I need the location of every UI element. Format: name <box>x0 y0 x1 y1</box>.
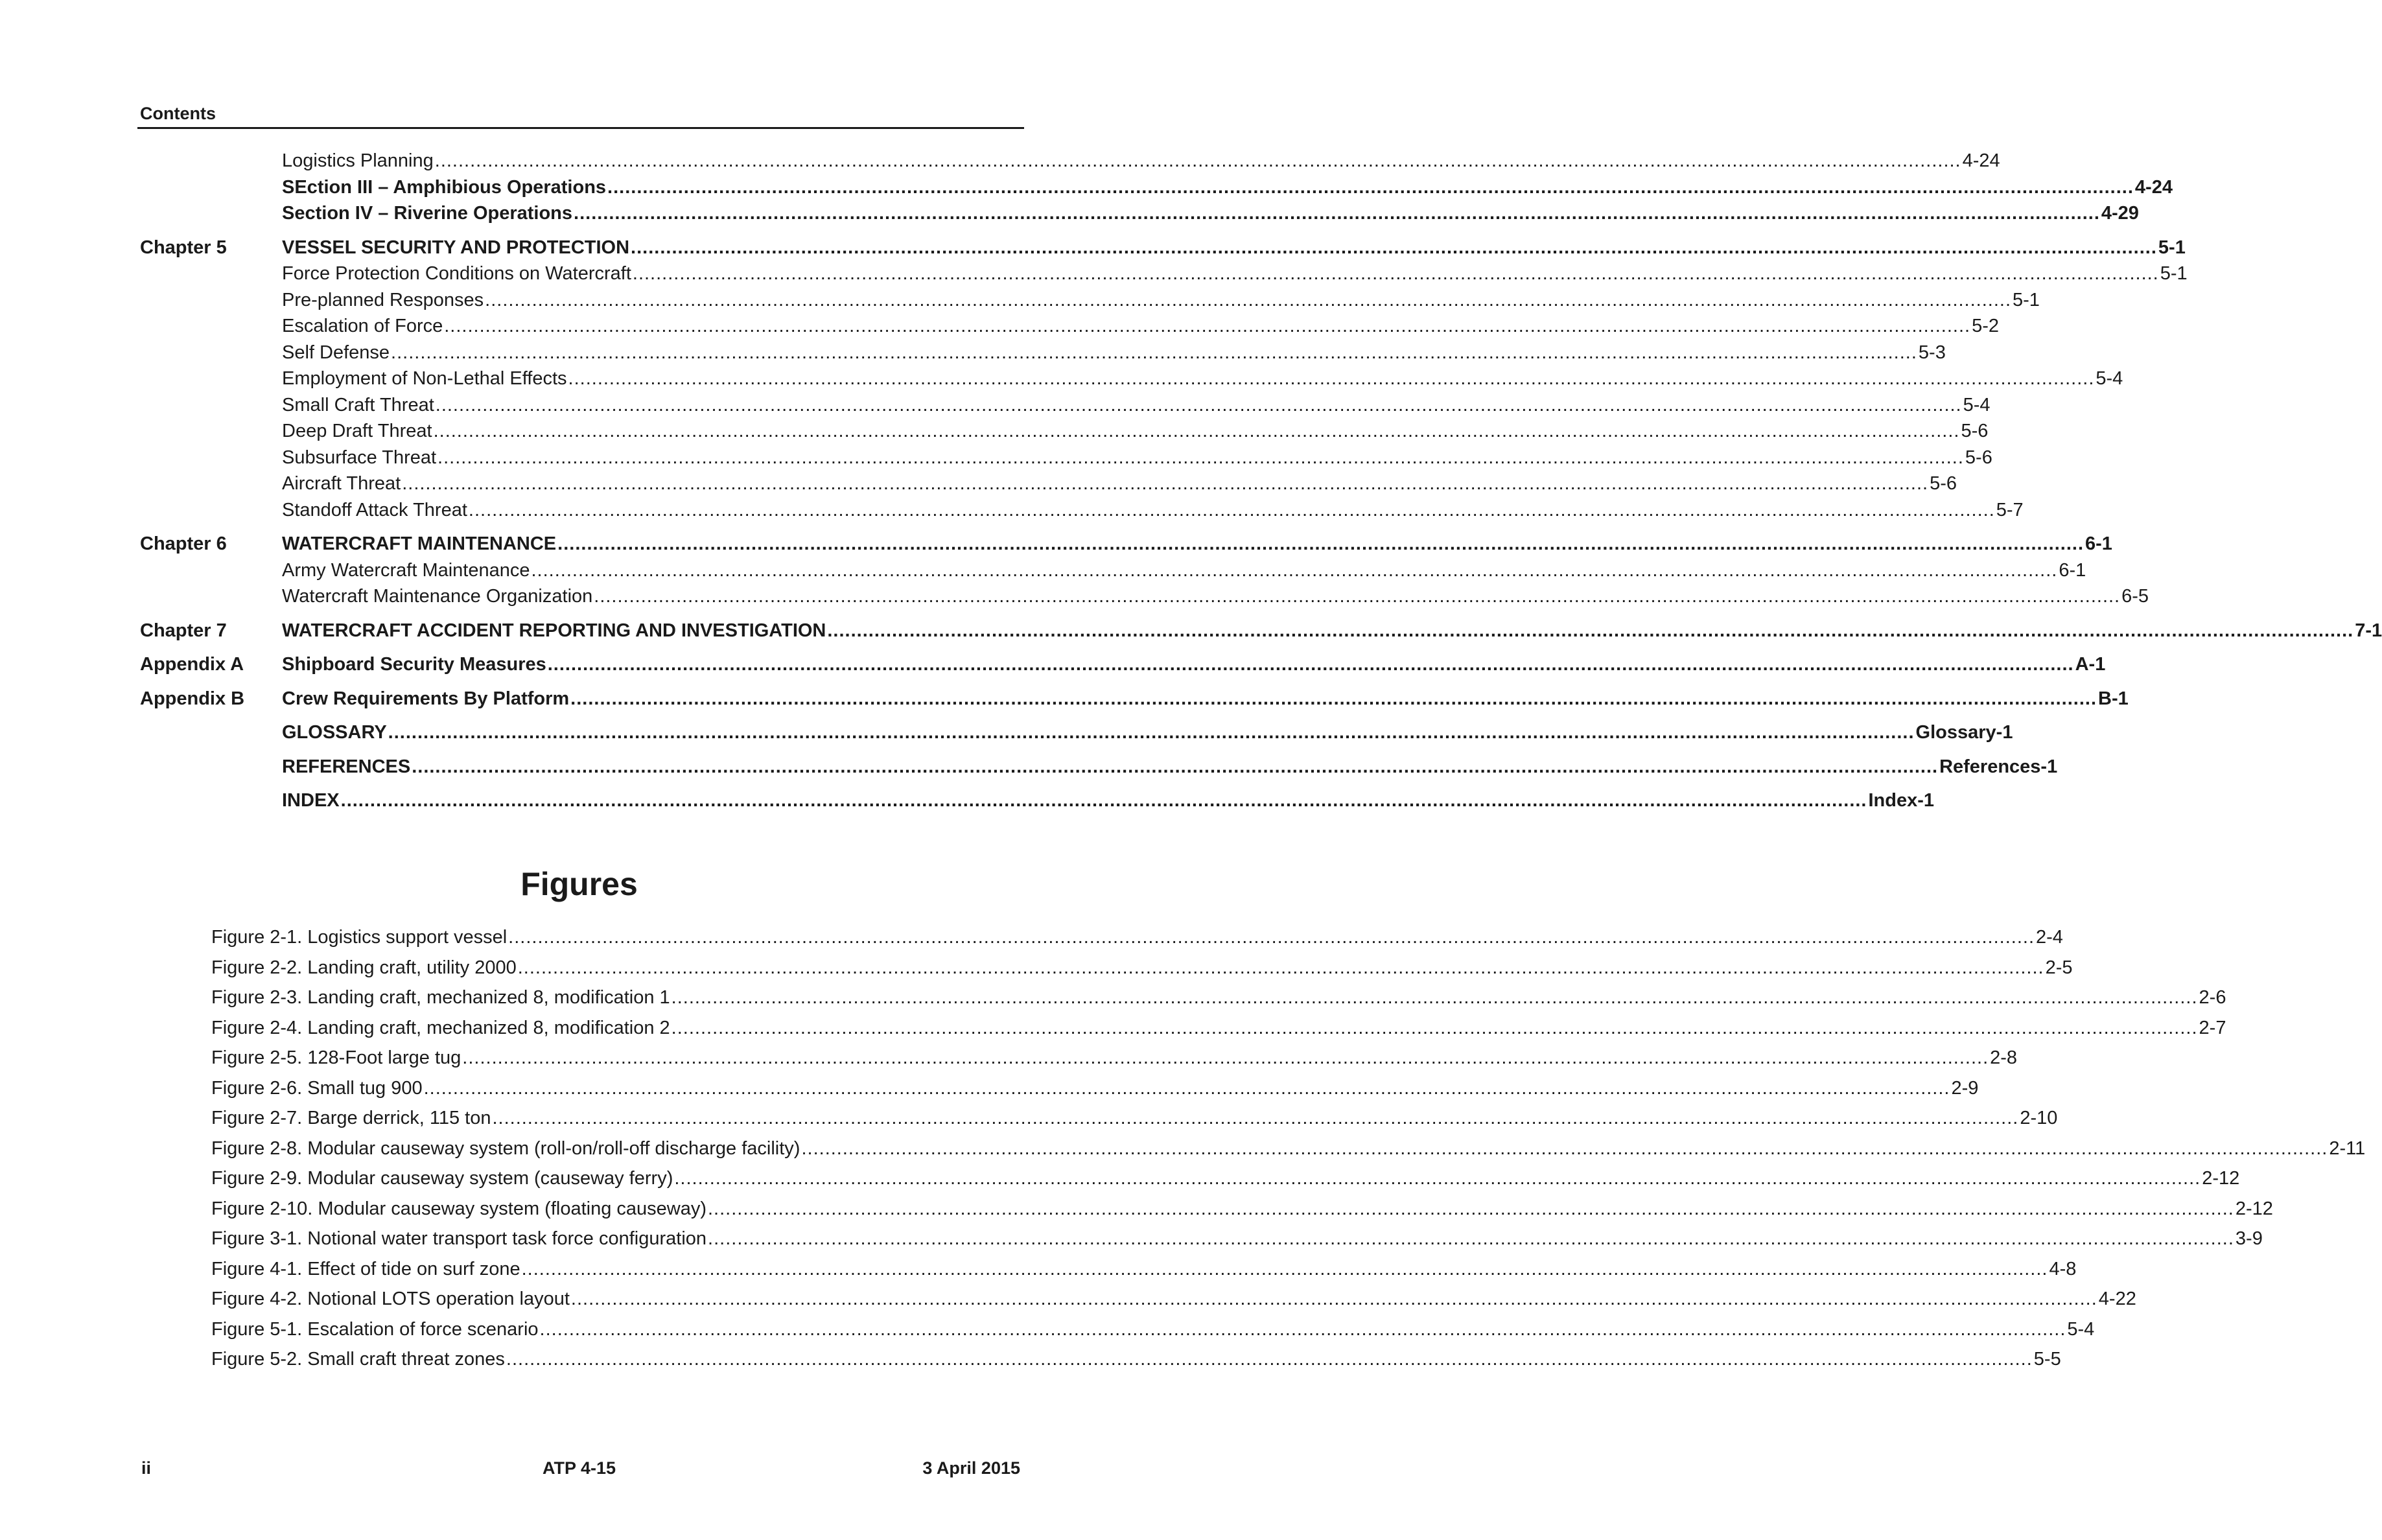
toc-row <box>140 368 2123 395</box>
figure-entry-page: 3-9 <box>2235 1228 2263 1249</box>
toc-entry-page: 5-1 <box>2158 237 2186 258</box>
dot-leader: .................................................................................................................................................................................................................................................................... <box>412 756 1939 777</box>
figure-entry-page: 4-22 <box>2098 1289 2136 1309</box>
dot-leader: .................................................................................................................................................................................................................................................................... <box>539 1318 2066 1340</box>
table-of-contents <box>140 150 2382 817</box>
figure-entry-title: Figure 2-3. Landing craft, mechanized 8, modification 1 <box>211 987 670 1008</box>
toc-row <box>140 688 2129 715</box>
dot-leader: .................................................................................................................................................................................................................................................................... <box>517 957 2044 978</box>
toc-entry-link[interactable] <box>282 654 2106 675</box>
toc-entry-link[interactable] <box>282 289 2040 311</box>
toc-entry-page: 5-7 <box>1996 499 2024 520</box>
toc-entry-title: Small Craft Threat <box>282 394 434 415</box>
figure-entry-title: Figure 2-5. 128-Foot large tug <box>211 1047 461 1068</box>
toc-entry-page: 6-1 <box>2059 559 2086 581</box>
dot-leader: .................................................................................................................................................................................................................................................................... <box>423 1077 1950 1099</box>
dot-leader: .................................................................................................................................................................................................................................................................... <box>631 237 2157 258</box>
figure-entry-link[interactable] <box>211 1017 2226 1048</box>
figure-entry-page: 5-5 <box>2033 1349 2061 1370</box>
figure-entry-page: 2-7 <box>2199 1017 2226 1038</box>
toc-row <box>140 654 2106 681</box>
toc-entry-title: WATERCRAFT MAINTENANCE <box>282 533 557 554</box>
figure-entry-link[interactable] <box>211 1168 2240 1198</box>
toc-entry-page: 6-1 <box>2085 533 2112 554</box>
figure-entry-title: Figure 2-8. Modular causeway system (roll-on/roll-off discharge facility) <box>211 1138 800 1159</box>
figure-entry-link[interactable] <box>211 1258 2077 1289</box>
toc-entry-title: Shipboard Security Measures <box>282 654 546 675</box>
toc-entry-link[interactable] <box>282 394 1991 416</box>
toc-entry-title: INDEX <box>282 790 340 811</box>
toc-entry-link[interactable] <box>282 263 2188 285</box>
figure-entry-title: Figure 5-2. Small craft threat zones <box>211 1349 505 1370</box>
figure-entry-title: Figure 2-2. Landing craft, utility 2000 <box>211 957 517 978</box>
toc-entry-link[interactable] <box>282 316 2000 337</box>
toc-row <box>140 342 1946 369</box>
toc-entry-title: WATERCRAFT ACCIDENT REPORTING AND INVESTIGATION <box>282 620 826 641</box>
figure-entry-link[interactable] <box>211 1138 2366 1169</box>
toc-entry-page: 5-4 <box>1963 394 1991 415</box>
dot-leader: .................................................................................................................................................................................................................................................................... <box>340 790 1867 811</box>
toc-entry-page: 5-6 <box>1965 447 1992 468</box>
figure-entry-link[interactable] <box>211 1047 2018 1078</box>
toc-row <box>140 620 2382 647</box>
toc-entry-title: Standoff Attack Threat <box>282 499 467 520</box>
dot-leader: .................................................................................................................................................................................................................................................................... <box>547 654 2074 675</box>
figure-entry-page: 5-4 <box>2067 1318 2095 1340</box>
figure-entry-title: Figure 4-1. Effect of tide on surf zone <box>211 1258 520 1279</box>
dot-leader: .................................................................................................................................................................................................................................................................... <box>434 150 1961 171</box>
dot-leader: .................................................................................................................................................................................................................................................................... <box>708 1228 2234 1249</box>
toc-entry-page: A-1 <box>2075 654 2106 675</box>
dot-leader: .................................................................................................................................................................................................................................................................... <box>531 559 2058 581</box>
toc-entry-title: Self Defense <box>282 342 390 363</box>
figure-entry-page: 2-8 <box>1990 1047 2018 1068</box>
figure-entry-link[interactable] <box>211 1228 2263 1259</box>
toc-entry-link[interactable] <box>282 688 2129 710</box>
toc-entry-title: Army Watercraft Maintenance <box>282 559 530 581</box>
figure-entry-page: 2-6 <box>2199 987 2226 1008</box>
toc-entry-link[interactable] <box>282 368 2123 390</box>
dot-leader: .................................................................................................................................................................................................................................................................... <box>570 1289 2097 1309</box>
toc-row <box>140 559 2086 587</box>
toc-row <box>140 394 1991 421</box>
toc-entry-title: SEction III – Amphibious Operations <box>282 176 607 198</box>
dot-leader: .................................................................................................................................................................................................................................................................... <box>508 927 2035 948</box>
figure-entry-page: 2-4 <box>2036 927 2063 948</box>
figure-entry-page: 2-12 <box>2202 1168 2240 1189</box>
figure-entry-link[interactable] <box>211 957 2073 988</box>
figure-entry-page: 2-10 <box>2020 1108 2058 1128</box>
figure-entry-link[interactable] <box>211 927 2063 957</box>
toc-entry-page: 4-24 <box>2134 176 2173 198</box>
toc-entry-page: 7-1 <box>2355 620 2382 641</box>
toc-entry-page: 5-4 <box>2096 368 2123 389</box>
dot-leader: .................................................................................................................................................................................................................................................................... <box>444 316 1971 336</box>
figure-entry-link[interactable] <box>211 1349 2061 1379</box>
toc-entry-title: GLOSSARY <box>282 722 387 743</box>
toc-row <box>140 722 2013 749</box>
running-header: Contents <box>140 104 216 123</box>
toc-entry-page: 5-6 <box>1930 473 1957 494</box>
toc-row <box>140 421 1989 447</box>
figure-entry-title: Figure 2-4. Landing craft, mechanized 8, modification 2 <box>211 1017 670 1038</box>
dot-leader: .................................................................................................................................................................................................................................................................... <box>632 263 2159 284</box>
dot-leader: .................................................................................................................................................................................................................................................................... <box>468 499 1995 520</box>
dot-leader: .................................................................................................................................................................................................................................................................... <box>594 586 2121 607</box>
dot-leader: .................................................................................................................................................................................................................................................................... <box>801 1138 2328 1159</box>
toc-entry-link[interactable] <box>282 203 2139 224</box>
toc-row <box>140 150 2000 177</box>
toc-entry-link[interactable] <box>282 499 2024 521</box>
dot-leader: .................................................................................................................................................................................................................................................................... <box>485 289 2012 310</box>
toc-entry-link[interactable] <box>282 722 2013 743</box>
footer-publication: ATP 4-15 <box>542 1458 616 1478</box>
toc-row <box>140 176 2173 204</box>
toc-row <box>140 790 1935 817</box>
toc-chapter-label: Chapter 5 <box>140 237 227 258</box>
toc-entry-title: Subsurface Threat <box>282 447 437 468</box>
dot-leader: .................................................................................................................................................................................................................................................................... <box>462 1047 1989 1068</box>
toc-entry-title: Aircraft Threat <box>282 473 401 494</box>
figure-entry-page: 2-11 <box>2329 1138 2366 1159</box>
toc-row <box>140 263 2188 290</box>
toc-entry-title: Section IV – Riverine Operations <box>282 203 573 224</box>
toc-entry-link[interactable] <box>282 176 2173 198</box>
dot-leader: .................................................................................................................................................................................................................................................................... <box>708 1198 2234 1219</box>
dot-leader: .................................................................................................................................................................................................................................................................... <box>607 176 2134 198</box>
dot-leader: .................................................................................................................................................................................................................................................................... <box>557 533 2084 554</box>
toc-entry-link[interactable] <box>282 586 2149 607</box>
toc-entry-page: Glossary-1 <box>1915 722 2013 743</box>
dot-leader: .................................................................................................................................................................................................................................................................... <box>574 203 2100 224</box>
figure-entry-title: Figure 2-9. Modular causeway system (causeway ferry) <box>211 1168 673 1189</box>
figure-entry-link[interactable] <box>211 987 2226 1018</box>
dot-leader: .................................................................................................................................................................................................................................................................... <box>438 447 1964 468</box>
figure-entry-title: Figure 2-10. Modular causeway system (floating causeway) <box>211 1198 706 1219</box>
toc-entry-title: Crew Requirements By Platform <box>282 688 570 709</box>
toc-chapter-label: Chapter 6 <box>140 533 227 554</box>
toc-entry-page: 5-1 <box>2013 289 2040 310</box>
figure-entry-title: Figure 3-1. Notional water transport task force configuration <box>211 1228 707 1249</box>
toc-entry-link[interactable] <box>282 237 2186 259</box>
toc-row <box>140 447 1992 474</box>
figure-entry-title: Figure 4-2. Notional LOTS operation layout <box>211 1289 570 1309</box>
toc-entry-title: REFERENCES <box>282 756 411 777</box>
toc-chapter-label: Appendix A <box>140 654 244 675</box>
toc-entry-title: Employment of Non-Lethal Effects <box>282 368 567 389</box>
toc-entry-page: Index-1 <box>1868 790 1935 811</box>
toc-entry-page: 4-24 <box>1962 150 2000 171</box>
dot-leader: .................................................................................................................................................................................................................................................................... <box>827 620 2354 641</box>
toc-entry-link[interactable] <box>282 790 1935 811</box>
toc-entry-title: Watercraft Maintenance Organization <box>282 586 593 607</box>
toc-entry-title: Escalation of Force <box>282 316 443 336</box>
dot-leader: .................................................................................................................................................................................................................................................................... <box>506 1349 2033 1370</box>
dot-leader: .................................................................................................................................................................................................................................................................... <box>521 1258 2048 1279</box>
toc-row <box>140 203 2139 229</box>
dot-leader: .................................................................................................................................................................................................................................................................... <box>492 1108 2019 1128</box>
toc-entry-page: 4-29 <box>2101 203 2139 224</box>
dot-leader: .................................................................................................................................................................................................................................................................... <box>391 342 1917 363</box>
footer-date: 3 April 2015 <box>922 1458 1020 1478</box>
toc-entry-page: References-1 <box>1939 756 2058 777</box>
toc-row <box>140 237 2186 264</box>
toc-entry-page: 5-1 <box>2160 263 2188 284</box>
figure-entry-title: Figure 2-6. Small tug 900 <box>211 1077 423 1099</box>
figures-heading: Figures <box>520 866 638 902</box>
toc-chapter-label: Appendix B <box>140 688 245 709</box>
toc-entry-title: Logistics Planning <box>282 150 434 171</box>
toc-entry-title: Pre-planned Responses <box>282 289 484 310</box>
toc-entry-link[interactable] <box>282 447 1992 469</box>
toc-entry-title: VESSEL SECURITY AND PROTECTION <box>282 237 630 258</box>
figure-entry-link[interactable] <box>211 1198 2273 1229</box>
toc-entry-page: 5-3 <box>1918 342 1946 363</box>
toc-entry-link[interactable] <box>282 342 1946 364</box>
toc-entry-page: 5-2 <box>1972 316 2000 336</box>
figure-entry-page: 2-9 <box>1951 1077 1979 1099</box>
dot-leader: .................................................................................................................................................................................................................................................................... <box>435 394 1962 415</box>
toc-entry-page: 6-5 <box>2121 586 2149 607</box>
dot-leader: .................................................................................................................................................................................................................................................................... <box>674 1168 2201 1189</box>
figure-entry-link[interactable] <box>211 1318 2095 1349</box>
toc-entry-link[interactable] <box>282 756 2058 778</box>
toc-row <box>140 586 2149 612</box>
toc-row <box>140 289 2040 316</box>
toc-row <box>140 533 2112 560</box>
figure-entry-title: Figure 5-1. Escalation of force scenario <box>211 1318 539 1340</box>
toc-entry-title: Deep Draft Threat <box>282 421 432 441</box>
toc-entry-title: Force Protection Conditions on Watercraft <box>282 263 631 284</box>
toc-row <box>140 499 2024 526</box>
figure-entry-title: Figure 2-1. Logistics support vessel <box>211 927 508 948</box>
toc-row <box>140 756 2058 783</box>
dot-leader: .................................................................................................................................................................................................................................................................... <box>402 473 1929 494</box>
toc-entry-link[interactable] <box>282 620 2382 642</box>
footer-page-number: ii <box>141 1458 152 1478</box>
figure-entry-link[interactable] <box>211 1289 2136 1319</box>
dot-leader: .................................................................................................................................................................................................................................................................... <box>388 722 1915 743</box>
dot-leader: .................................................................................................................................................................................................................................................................... <box>433 421 1960 441</box>
list-of-figures <box>211 927 2366 1379</box>
toc-entry-link[interactable] <box>282 421 1989 442</box>
toc-entry-link[interactable] <box>282 559 2086 581</box>
dot-leader: .................................................................................................................................................................................................................................................................... <box>671 987 2198 1008</box>
toc-row <box>140 473 1957 500</box>
figure-entry-page: 2-12 <box>2235 1198 2273 1219</box>
toc-entry-link[interactable] <box>282 473 1957 495</box>
figure-entry-page: 2-5 <box>2045 957 2073 978</box>
figure-entry-link[interactable] <box>211 1077 1979 1108</box>
figure-entry-title: Figure 2-7. Barge derrick, 115 ton <box>211 1108 491 1128</box>
toc-entry-page: B-1 <box>2098 688 2129 709</box>
dot-leader: .................................................................................................................................................................................................................................................................... <box>570 688 2097 709</box>
toc-entry-link[interactable] <box>282 533 2112 555</box>
toc-entry-link[interactable] <box>282 150 2000 172</box>
toc-row <box>140 316 2000 342</box>
toc-entry-page: 5-6 <box>1961 421 1989 441</box>
dot-leader: .................................................................................................................................................................................................................................................................... <box>568 368 2095 389</box>
toc-chapter-label: Chapter 7 <box>140 620 227 641</box>
figure-entry-link[interactable] <box>211 1108 2058 1138</box>
figure-entry-page: 4-8 <box>2049 1258 2077 1279</box>
dot-leader: .................................................................................................................................................................................................................................................................... <box>671 1017 2198 1038</box>
header-rule <box>137 127 1024 129</box>
